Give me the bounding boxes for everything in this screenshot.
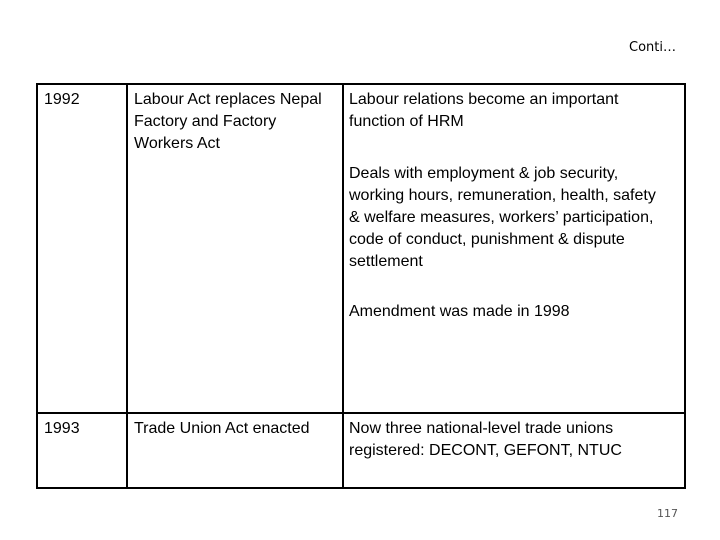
row-2-year: 1993 <box>44 420 80 437</box>
row-1-note-2: Deals with employment & job security, working hours, remuneration, health, safety & welfare measures, workers’ participation, code of conduct, punishment & dispute settlement <box>349 165 656 270</box>
row-1-event: Labour Act replaces Nepal Factory and Factory Workers Act <box>134 91 322 152</box>
page-number: 117 <box>657 507 678 520</box>
row-1-note-1: Labour relations become an important function of HRM <box>349 91 619 130</box>
labour-law-table <box>36 83 686 489</box>
row-divider <box>38 412 684 414</box>
column-divider-1 <box>126 85 128 487</box>
row-2-event: Trade Union Act enacted <box>134 420 310 437</box>
row-1-year: 1992 <box>44 91 80 108</box>
row-2-note-1: Now three national-level trade unions registered: DECONT, GEFONT, NTUC <box>349 420 622 459</box>
continued-label: Conti… <box>629 40 676 55</box>
row-1-note-3: Amendment was made in 1998 <box>349 303 570 320</box>
